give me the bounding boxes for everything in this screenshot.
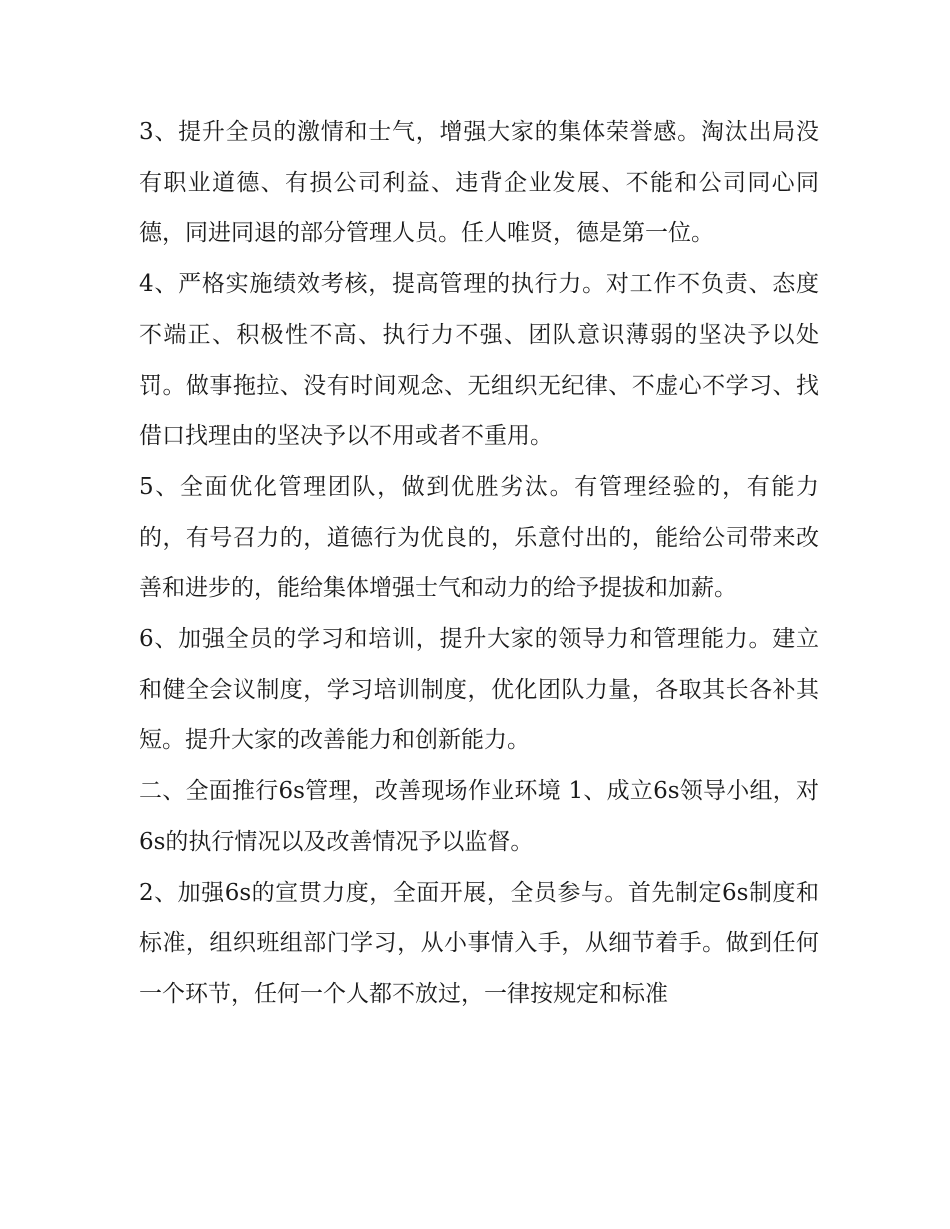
paragraph-item-4: 4、严格实施绩效考核，提高管理的执行力。对工作不负责、态度不端正、积极性不高、执行力不强、团队意识薄弱的坚决予以处罚。做事拖拉、没有时间观念、无组织无纪律、不虚心不学习、找借口找理由的坚决予以不用或者不重用。 (139, 271, 819, 450)
section-heading-6s: 二、全面推行6s管理，改善现场作业环境 1、成立6s领导小组，对6s的执行情况以及改善情况予以监督。 (139, 778, 819, 855)
paragraph-item-5: 5、全面优化管理团队，做到优胜劣汰。有管理经验的，有能力的，有号召力的，道德行为优良的，乐意付出的，能给公司带来改善和进步的，能给集体增强士气和动力的给予提拔和加薪。 (139, 473, 819, 602)
document-body (139, 107, 819, 1020)
paragraph-item-6s-2: 2、加强6s的宣贯力度，全面开展，全员参与。首先制定6s制度和标准，组织班组部门学习，从小事情入手，从细节着手。做到任何一个环节，任何一个人都不放过，一律按规定和标准 (139, 879, 819, 1007)
paragraph-item-6: 6、加强全员的学习和培训，提升大家的领导力和管理能力。建立和健全会议制度，学习培训制度，优化团队力量，各取其长各补其短。提升大家的改善能力和创新能力。 (139, 626, 819, 754)
paragraph-item-3: 3、提升全员的激情和士气，增强大家的集体荣誉感。淘汰出局没有职业道德、有损公司利益、违背企业发展、不能和公司同心同德，同进同退的部分管理人员。任人唯贤，德是第一位。 (139, 119, 819, 247)
